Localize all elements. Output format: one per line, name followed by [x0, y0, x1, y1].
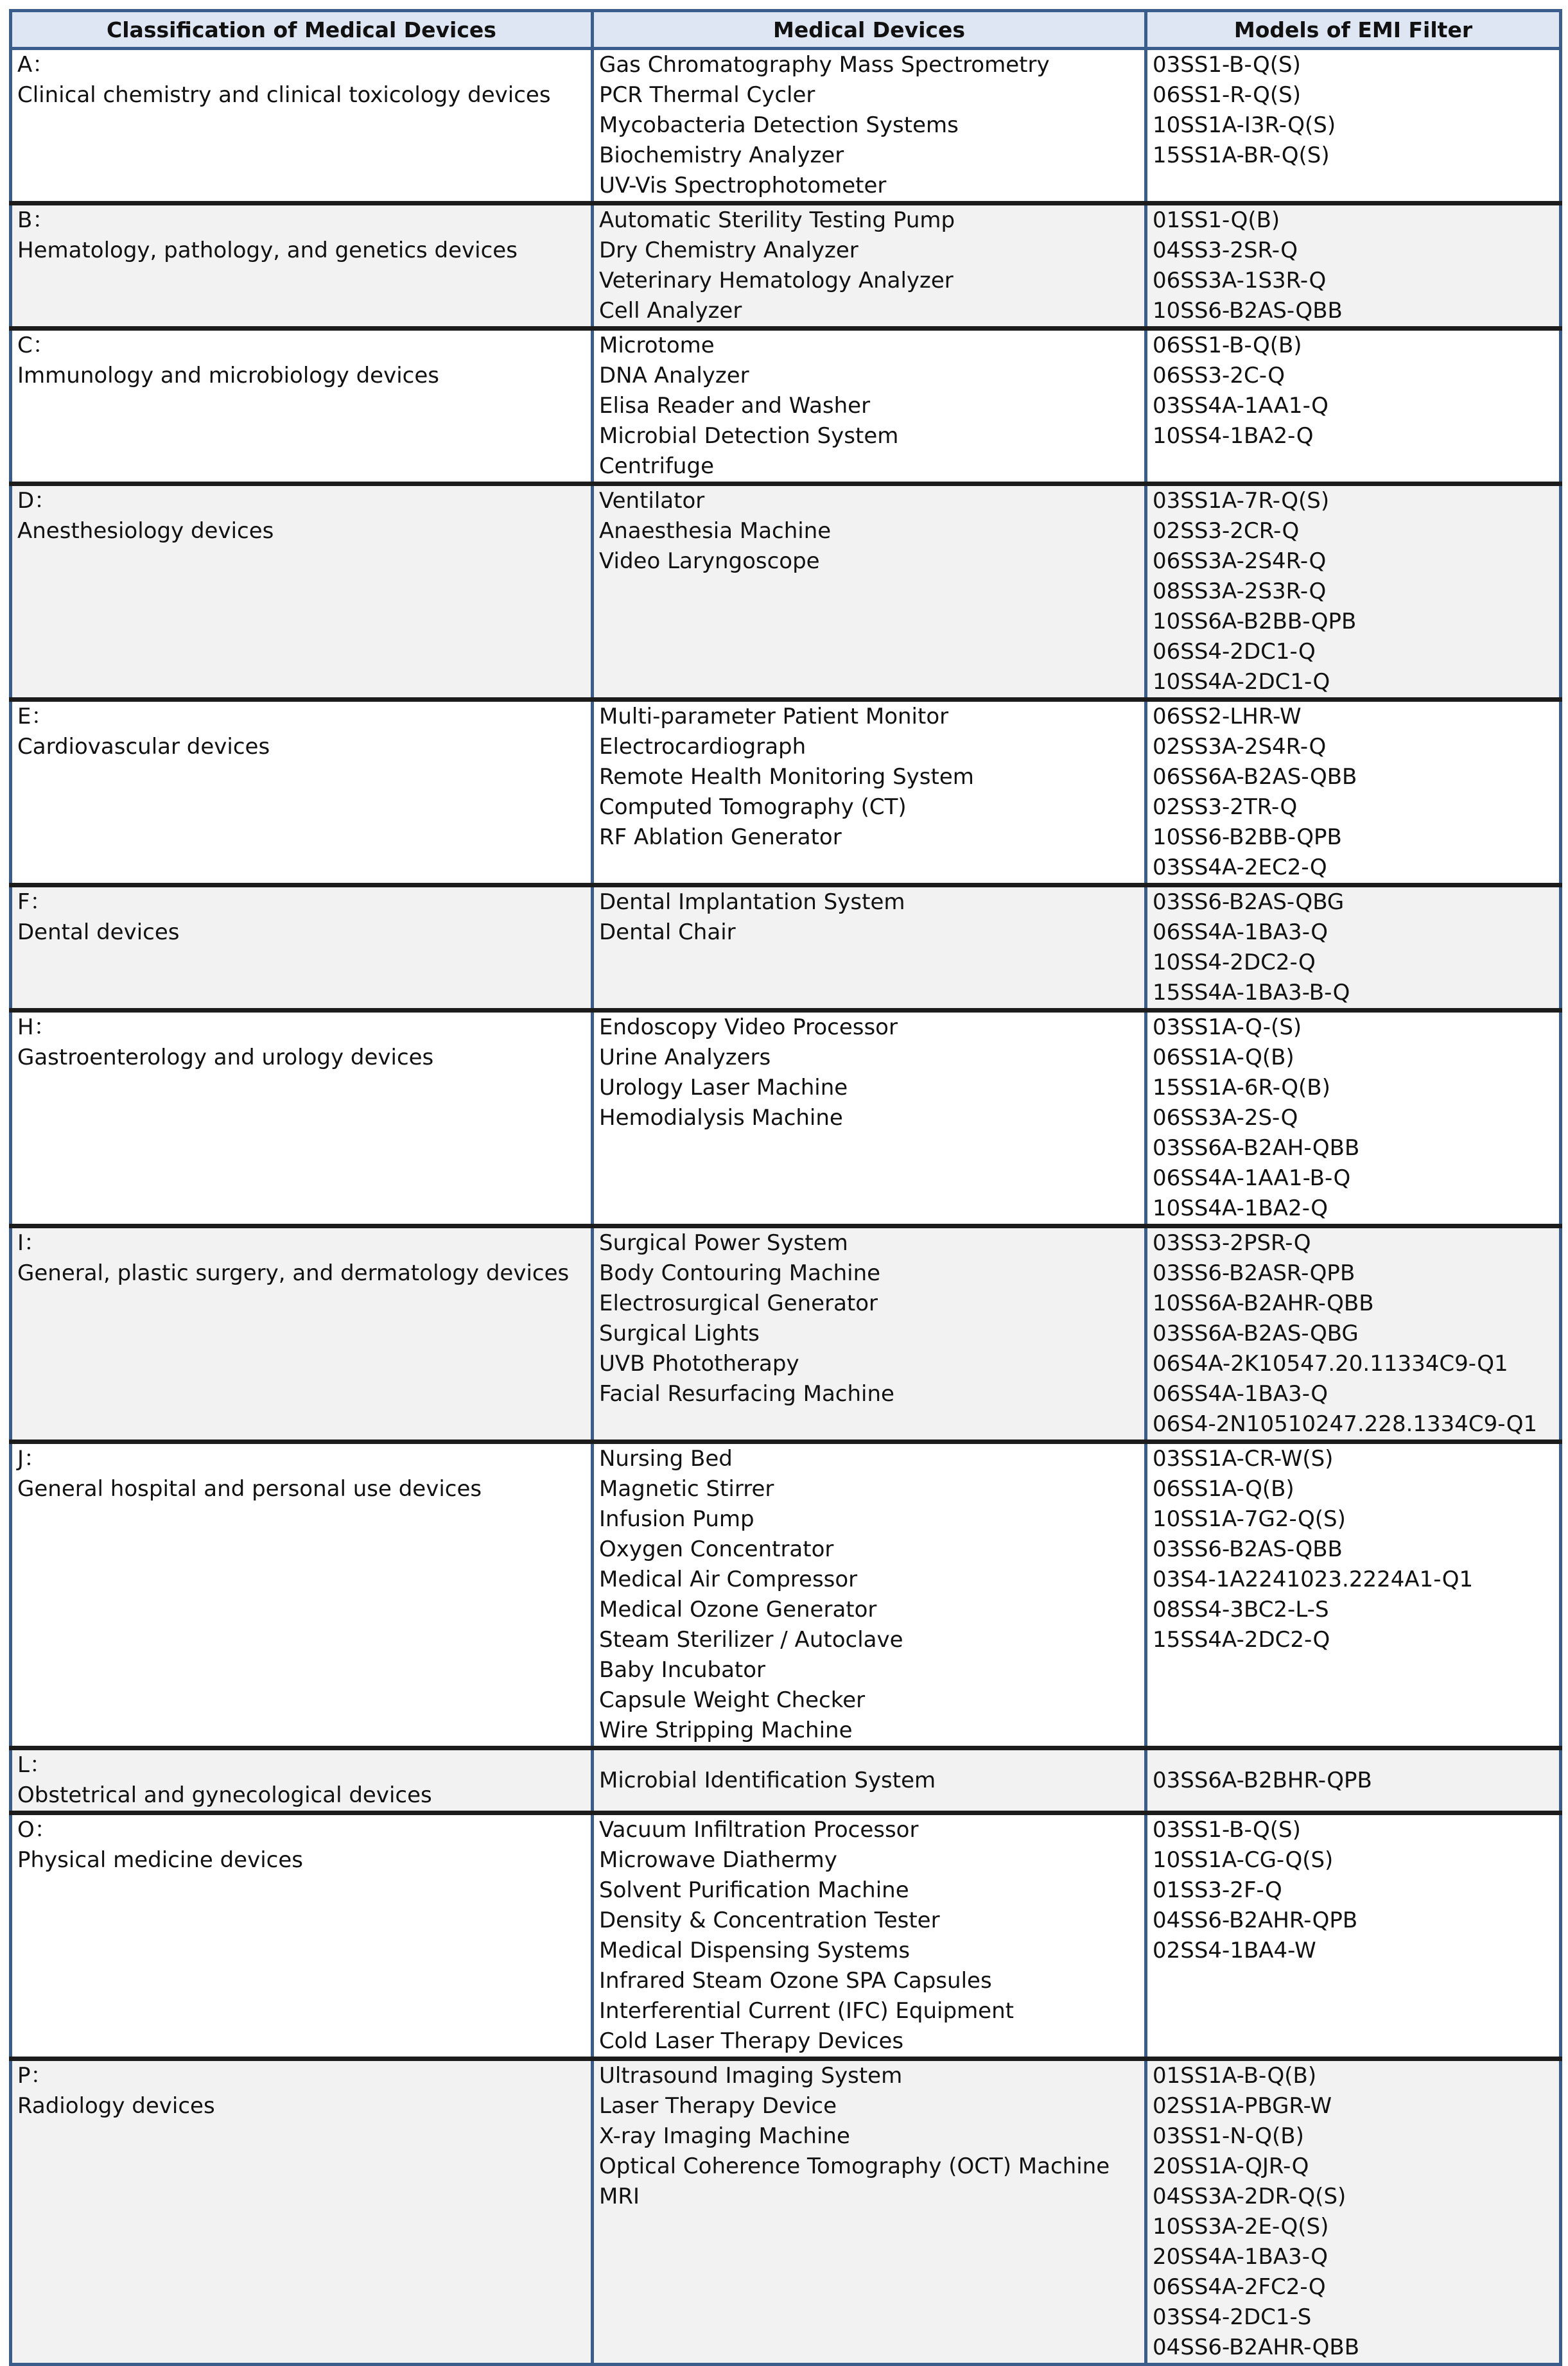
emi-filter-models-cell — [1146, 329, 1561, 484]
device-item: Medical Dispensing Systems — [599, 1938, 910, 1963]
model-item: 06SS4A-1BA3-Q — [1153, 1381, 1328, 1407]
classification-cell — [11, 49, 593, 204]
medical-devices-cell — [593, 1226, 1146, 1442]
model-item: 03SS6A-B2BHR-QPB — [1153, 1767, 1372, 1793]
device-item: Vacuum Infiltration Processor — [599, 1817, 919, 1843]
table-row — [11, 885, 1561, 1011]
classification-cell — [11, 329, 593, 484]
classification-code: J： — [17, 1446, 46, 1472]
classification-code: D： — [17, 488, 57, 514]
model-item: 06S4A-2K10547.20.11334C9-Q1 — [1153, 1351, 1508, 1377]
classification-category: Physical medicine devices — [17, 1847, 303, 1873]
device-item: Infrared Steam Ozone SPA Capsules — [599, 1968, 992, 1994]
classification-code: F： — [17, 889, 52, 915]
model-item: 06SS6A-B2AS-QBB — [1153, 764, 1357, 790]
device-item: Elisa Reader and Washer — [599, 393, 871, 419]
model-item: 01SS1A-B-Q(B) — [1153, 2063, 1317, 2089]
device-item: Ultrasound Imaging System — [599, 2063, 903, 2089]
model-item: 06SS2-LHR-W — [1153, 704, 1302, 729]
device-item: Mycobacteria Detection Systems — [599, 112, 959, 138]
device-item: Density & Concentration Tester — [599, 1908, 940, 1933]
classification-cell — [11, 1442, 593, 1748]
device-item: Capsule Weight Checker — [599, 1687, 866, 1713]
device-item: Surgical Power System — [599, 1230, 848, 1256]
model-item: 06SS4A-2FC2-Q — [1153, 2274, 1326, 2300]
device-item: Electrocardiograph — [599, 734, 806, 760]
emi-filter-models-cell — [1146, 1748, 1561, 1813]
medical-devices-cell — [593, 49, 1146, 204]
device-item: Anaesthesia Machine — [599, 518, 832, 544]
device-item: Urine Analyzers — [599, 1045, 771, 1070]
table-row — [11, 1813, 1561, 2059]
model-item: 02SS4-1BA4-W — [1153, 1938, 1316, 1963]
model-item: 03SS4A-1AA1-Q — [1153, 393, 1328, 419]
device-item: Medical Ozone Generator — [599, 1597, 877, 1622]
model-item: 06S4-2N10510247.228.1334C9-Q1 — [1153, 1411, 1538, 1437]
model-item: 06SS3A-2S4R-Q — [1153, 548, 1327, 574]
classification-cell — [11, 204, 593, 329]
model-item: 06SS4A-1AA1-B-Q — [1153, 1165, 1351, 1191]
model-item: 06SS4A-1BA3-Q — [1153, 919, 1328, 945]
device-item: Microbial Detection System — [599, 423, 899, 449]
model-item: 03SS1A-CR-W(S) — [1153, 1446, 1334, 1472]
device-item: Hemodialysis Machine — [599, 1105, 843, 1131]
classification-category: Immunology and microbiology devices — [17, 363, 439, 388]
model-item: 10SS1A-CG-Q(S) — [1153, 1847, 1334, 1873]
model-item: 04SS6-B2AHR-QBB — [1153, 2335, 1360, 2360]
device-item: Magnetic Stirrer — [599, 1476, 774, 1502]
device-item: Facial Resurfacing Machine — [599, 1381, 894, 1407]
table-body — [11, 49, 1561, 2365]
device-item: Urology Laser Machine — [599, 1075, 848, 1100]
device-item: Laser Therapy Device — [599, 2093, 837, 2119]
device-item: Oxygen Concentrator — [599, 1536, 834, 1562]
device-item: Multi-parameter Patient Monitor — [599, 704, 949, 729]
device-item: Video Laryngoscope — [599, 548, 820, 574]
medical-devices-cell — [593, 329, 1146, 484]
classification-category: General hospital and personal use devices — [17, 1476, 482, 1502]
device-item: Optical Coherence Tomography (OCT) Machine — [599, 2153, 1110, 2179]
model-item: 10SS4A-1BA2-Q — [1153, 1196, 1328, 1221]
classification-category: Dental devices — [17, 919, 180, 945]
device-item: X-ray Imaging Machine — [599, 2123, 850, 2149]
device-item: Body Contouring Machine — [599, 1260, 881, 1286]
emi-filter-models-cell — [1146, 1442, 1561, 1748]
model-item: 01SS3-2F-Q — [1153, 1877, 1282, 1903]
device-item: Surgical Lights — [599, 1321, 760, 1346]
device-item: Infusion Pump — [599, 1506, 754, 1532]
model-item: 06SS3A-2S-Q — [1153, 1105, 1298, 1131]
model-item: 10SS1A-I3R-Q(S) — [1153, 112, 1336, 138]
table-row — [11, 204, 1561, 329]
model-item: 03SS1-B-Q(S) — [1153, 52, 1301, 78]
emi-filter-models-cell — [1146, 700, 1561, 885]
device-item: Steam Sterilizer / Autoclave — [599, 1627, 903, 1653]
device-item: Cell Analyzer — [599, 298, 742, 324]
device-item: Veterinary Hematology Analyzer — [599, 268, 954, 293]
classification-category: General, plastic surgery, and dermatology devices — [17, 1260, 570, 1286]
classification-code: B： — [17, 207, 55, 233]
emi-filter-models-cell — [1146, 484, 1561, 700]
emi-filter-models-cell — [1146, 1011, 1561, 1226]
medical-devices-cell — [593, 1813, 1146, 2059]
model-item: 20SS4A-1BA3-Q — [1153, 2244, 1328, 2270]
device-item: Baby Incubator — [599, 1657, 766, 1683]
model-item: 15SS4A-2DC2-Q — [1153, 1627, 1330, 1653]
model-item: 03SS1-N-Q(B) — [1153, 2123, 1304, 2149]
classification-cell — [11, 885, 593, 1011]
medical-devices-cell — [593, 1748, 1146, 1813]
header-emi-filter-models: Models of EMI Filter — [1146, 11, 1561, 49]
classification-cell — [11, 2059, 593, 2365]
classification-code: E： — [17, 704, 53, 729]
header-row — [11, 11, 1561, 49]
model-item: 10SS4-2DC2-Q — [1153, 950, 1316, 975]
model-item: 08SS3A-2S3R-Q — [1153, 578, 1327, 604]
device-item: Biochemistry Analyzer — [599, 143, 844, 168]
model-item: 02SS1A-PBGR-W — [1153, 2093, 1332, 2119]
device-item: Microbial Identification System — [599, 1767, 936, 1793]
model-item: 10SS6-B2BB-QPB — [1153, 824, 1342, 850]
device-item: Centrifuge — [599, 453, 714, 479]
classification-cell — [11, 1813, 593, 2059]
medical-devices-cell — [593, 484, 1146, 700]
device-item: Ventilator — [599, 488, 705, 514]
medical-devices-cell — [593, 2059, 1146, 2365]
model-item: 03SS6-B2AS-QBG — [1153, 889, 1345, 915]
table-row — [11, 1442, 1561, 1748]
device-item: Electrosurgical Generator — [599, 1291, 878, 1316]
classification-category: Cardiovascular devices — [17, 734, 270, 760]
table-header — [11, 11, 1561, 49]
model-item: 10SS3A-2E-Q(S) — [1153, 2214, 1329, 2240]
device-item: UVB Phototherapy — [599, 1351, 799, 1377]
device-item: Medical Air Compressor — [599, 1567, 858, 1592]
model-item: 02SS3A-2S4R-Q — [1153, 734, 1327, 760]
device-item: Automatic Sterility Testing Pump — [599, 207, 955, 233]
model-item: 03SS6-B2AS-QBB — [1153, 1536, 1343, 1562]
model-item: 10SS4-1BA2-Q — [1153, 423, 1314, 449]
model-item: 10SS1A-7G2-Q(S) — [1153, 1506, 1346, 1532]
model-item: 03SS1-B-Q(S) — [1153, 1817, 1301, 1843]
device-item: UV-Vis Spectrophotometer — [599, 173, 887, 198]
model-item: 15SS4A-1BA3-B-Q — [1153, 980, 1350, 1005]
model-item: 15SS1A-BR-Q(S) — [1153, 143, 1330, 168]
model-item: 03SS3-2PSR-Q — [1153, 1230, 1311, 1256]
model-item: 10SS4A-2DC1-Q — [1153, 669, 1330, 695]
emi-filter-models-cell — [1146, 1226, 1561, 1442]
classification-code: O： — [17, 1817, 57, 1843]
model-item: 20SS1A-QJR-Q — [1153, 2153, 1309, 2179]
classification-category: Radiology devices — [17, 2093, 215, 2119]
medical-devices-table — [9, 9, 1562, 2366]
device-item: Interferential Current (IFC) Equipment — [599, 1998, 1014, 2024]
model-item: 06SS1A-Q(B) — [1153, 1045, 1294, 1070]
model-item: 03S4-1A2241023.2224A1-Q1 — [1153, 1567, 1474, 1592]
table-row — [11, 329, 1561, 484]
device-item: Solvent Purification Machine — [599, 1877, 909, 1903]
model-item: 06SS1-R-Q(S) — [1153, 82, 1301, 108]
table-row — [11, 484, 1561, 700]
model-item: 06SS1-B-Q(B) — [1153, 333, 1302, 358]
classification-category: Clinical chemistry and clinical toxicology devices — [17, 82, 551, 108]
table-row — [11, 2059, 1561, 2365]
device-item: Dry Chemistry Analyzer — [599, 238, 858, 263]
medical-devices-cell — [593, 700, 1146, 885]
device-item: DNA Analyzer — [599, 363, 749, 388]
classification-category: Obstetrical and gynecological devices — [17, 1782, 432, 1808]
classification-cell — [11, 1748, 593, 1813]
table-row — [11, 700, 1561, 885]
model-item: 03SS1A-Q-(S) — [1153, 1014, 1302, 1040]
device-item: RF Ablation Generator — [599, 824, 842, 850]
model-item: 03SS6-B2ASR-QPB — [1153, 1260, 1355, 1286]
model-item: 10SS6A-B2BB-QPB — [1153, 609, 1357, 634]
model-item: 06SS4-2DC1-Q — [1153, 639, 1316, 665]
device-item: Endoscopy Video Processor — [599, 1014, 898, 1040]
model-item: 02SS3-2TR-Q — [1153, 794, 1298, 820]
medical-devices-cell — [593, 1011, 1146, 1226]
device-item: Gas Chromatography Mass Spectrometry — [599, 52, 1050, 78]
classification-code: L： — [17, 1752, 51, 1778]
table-row — [11, 1748, 1561, 1813]
model-item: 03SS4A-2EC2-Q — [1153, 855, 1327, 880]
header-classification: Classification of Medical Devices — [11, 11, 593, 49]
medical-devices-cell — [593, 1442, 1146, 1748]
model-item: 02SS3-2CR-Q — [1153, 518, 1300, 544]
classification-cell — [11, 700, 593, 885]
device-item: Computed Tomography (CT) — [599, 794, 907, 820]
device-item: Remote Health Monitoring System — [599, 764, 974, 790]
model-item: 04SS6-B2AHR-QPB — [1153, 1908, 1358, 1933]
model-item: 08SS4-3BC2-L-S — [1153, 1597, 1329, 1622]
model-item: 01SS1-Q(B) — [1153, 207, 1280, 233]
classification-code: I： — [17, 1230, 46, 1256]
table-row — [11, 49, 1561, 204]
device-item: Wire Stripping Machine — [599, 1718, 853, 1743]
model-item: 15SS1A-6R-Q(B) — [1153, 1075, 1330, 1100]
header-medical-devices: Medical Devices — [593, 11, 1146, 49]
model-item: 04SS3A-2DR-Q(S) — [1153, 2184, 1346, 2209]
classification-code: A： — [17, 52, 55, 78]
model-item: 03SS6A-B2AS-QBG — [1153, 1321, 1359, 1346]
model-item: 10SS6-B2AS-QBB — [1153, 298, 1343, 324]
model-item: 06SS3A-1S3R-Q — [1153, 268, 1327, 293]
device-item: Dental Chair — [599, 919, 736, 945]
classification-code: H： — [17, 1014, 56, 1040]
classification-code: P： — [17, 2063, 53, 2089]
emi-filter-models-cell — [1146, 204, 1561, 329]
device-item: Nursing Bed — [599, 1446, 733, 1472]
medical-devices-cell — [593, 885, 1146, 1011]
emi-filter-models-cell — [1146, 1813, 1561, 2059]
device-item: Cold Laser Therapy Devices — [599, 2028, 904, 2054]
classification-code: C： — [17, 333, 55, 358]
model-item: 03SS1A-7R-Q(S) — [1153, 488, 1330, 514]
classification-cell — [11, 1226, 593, 1442]
classification-category: Gastroenterology and urology devices — [17, 1045, 434, 1070]
classification-category: Hematology, pathology, and genetics devices — [17, 238, 518, 263]
medical-devices-cell — [593, 204, 1146, 329]
model-item: 04SS3-2SR-Q — [1153, 238, 1298, 263]
model-item: 03SS4-2DC1-S — [1153, 2304, 1312, 2330]
model-item: 06SS3-2C-Q — [1153, 363, 1285, 388]
table-row — [11, 1011, 1561, 1226]
model-item: 10SS6A-B2AHR-QBB — [1153, 1291, 1374, 1316]
table-row — [11, 1226, 1561, 1442]
classification-cell — [11, 1011, 593, 1226]
model-item: 06SS1A-Q(B) — [1153, 1476, 1294, 1502]
model-item: 03SS6A-B2AH-QBB — [1153, 1135, 1360, 1161]
device-item: Microwave Diathermy — [599, 1847, 837, 1873]
emi-filter-models-cell — [1146, 885, 1561, 1011]
device-item: Microtome — [599, 333, 715, 358]
device-item: PCR Thermal Cycler — [599, 82, 815, 108]
emi-filter-models-cell — [1146, 2059, 1561, 2365]
classification-cell — [11, 484, 593, 700]
emi-filter-models-cell — [1146, 49, 1561, 204]
device-item: MRI — [599, 2184, 640, 2209]
classification-category: Anesthesiology devices — [17, 518, 274, 544]
device-item: Dental Implantation System — [599, 889, 905, 915]
